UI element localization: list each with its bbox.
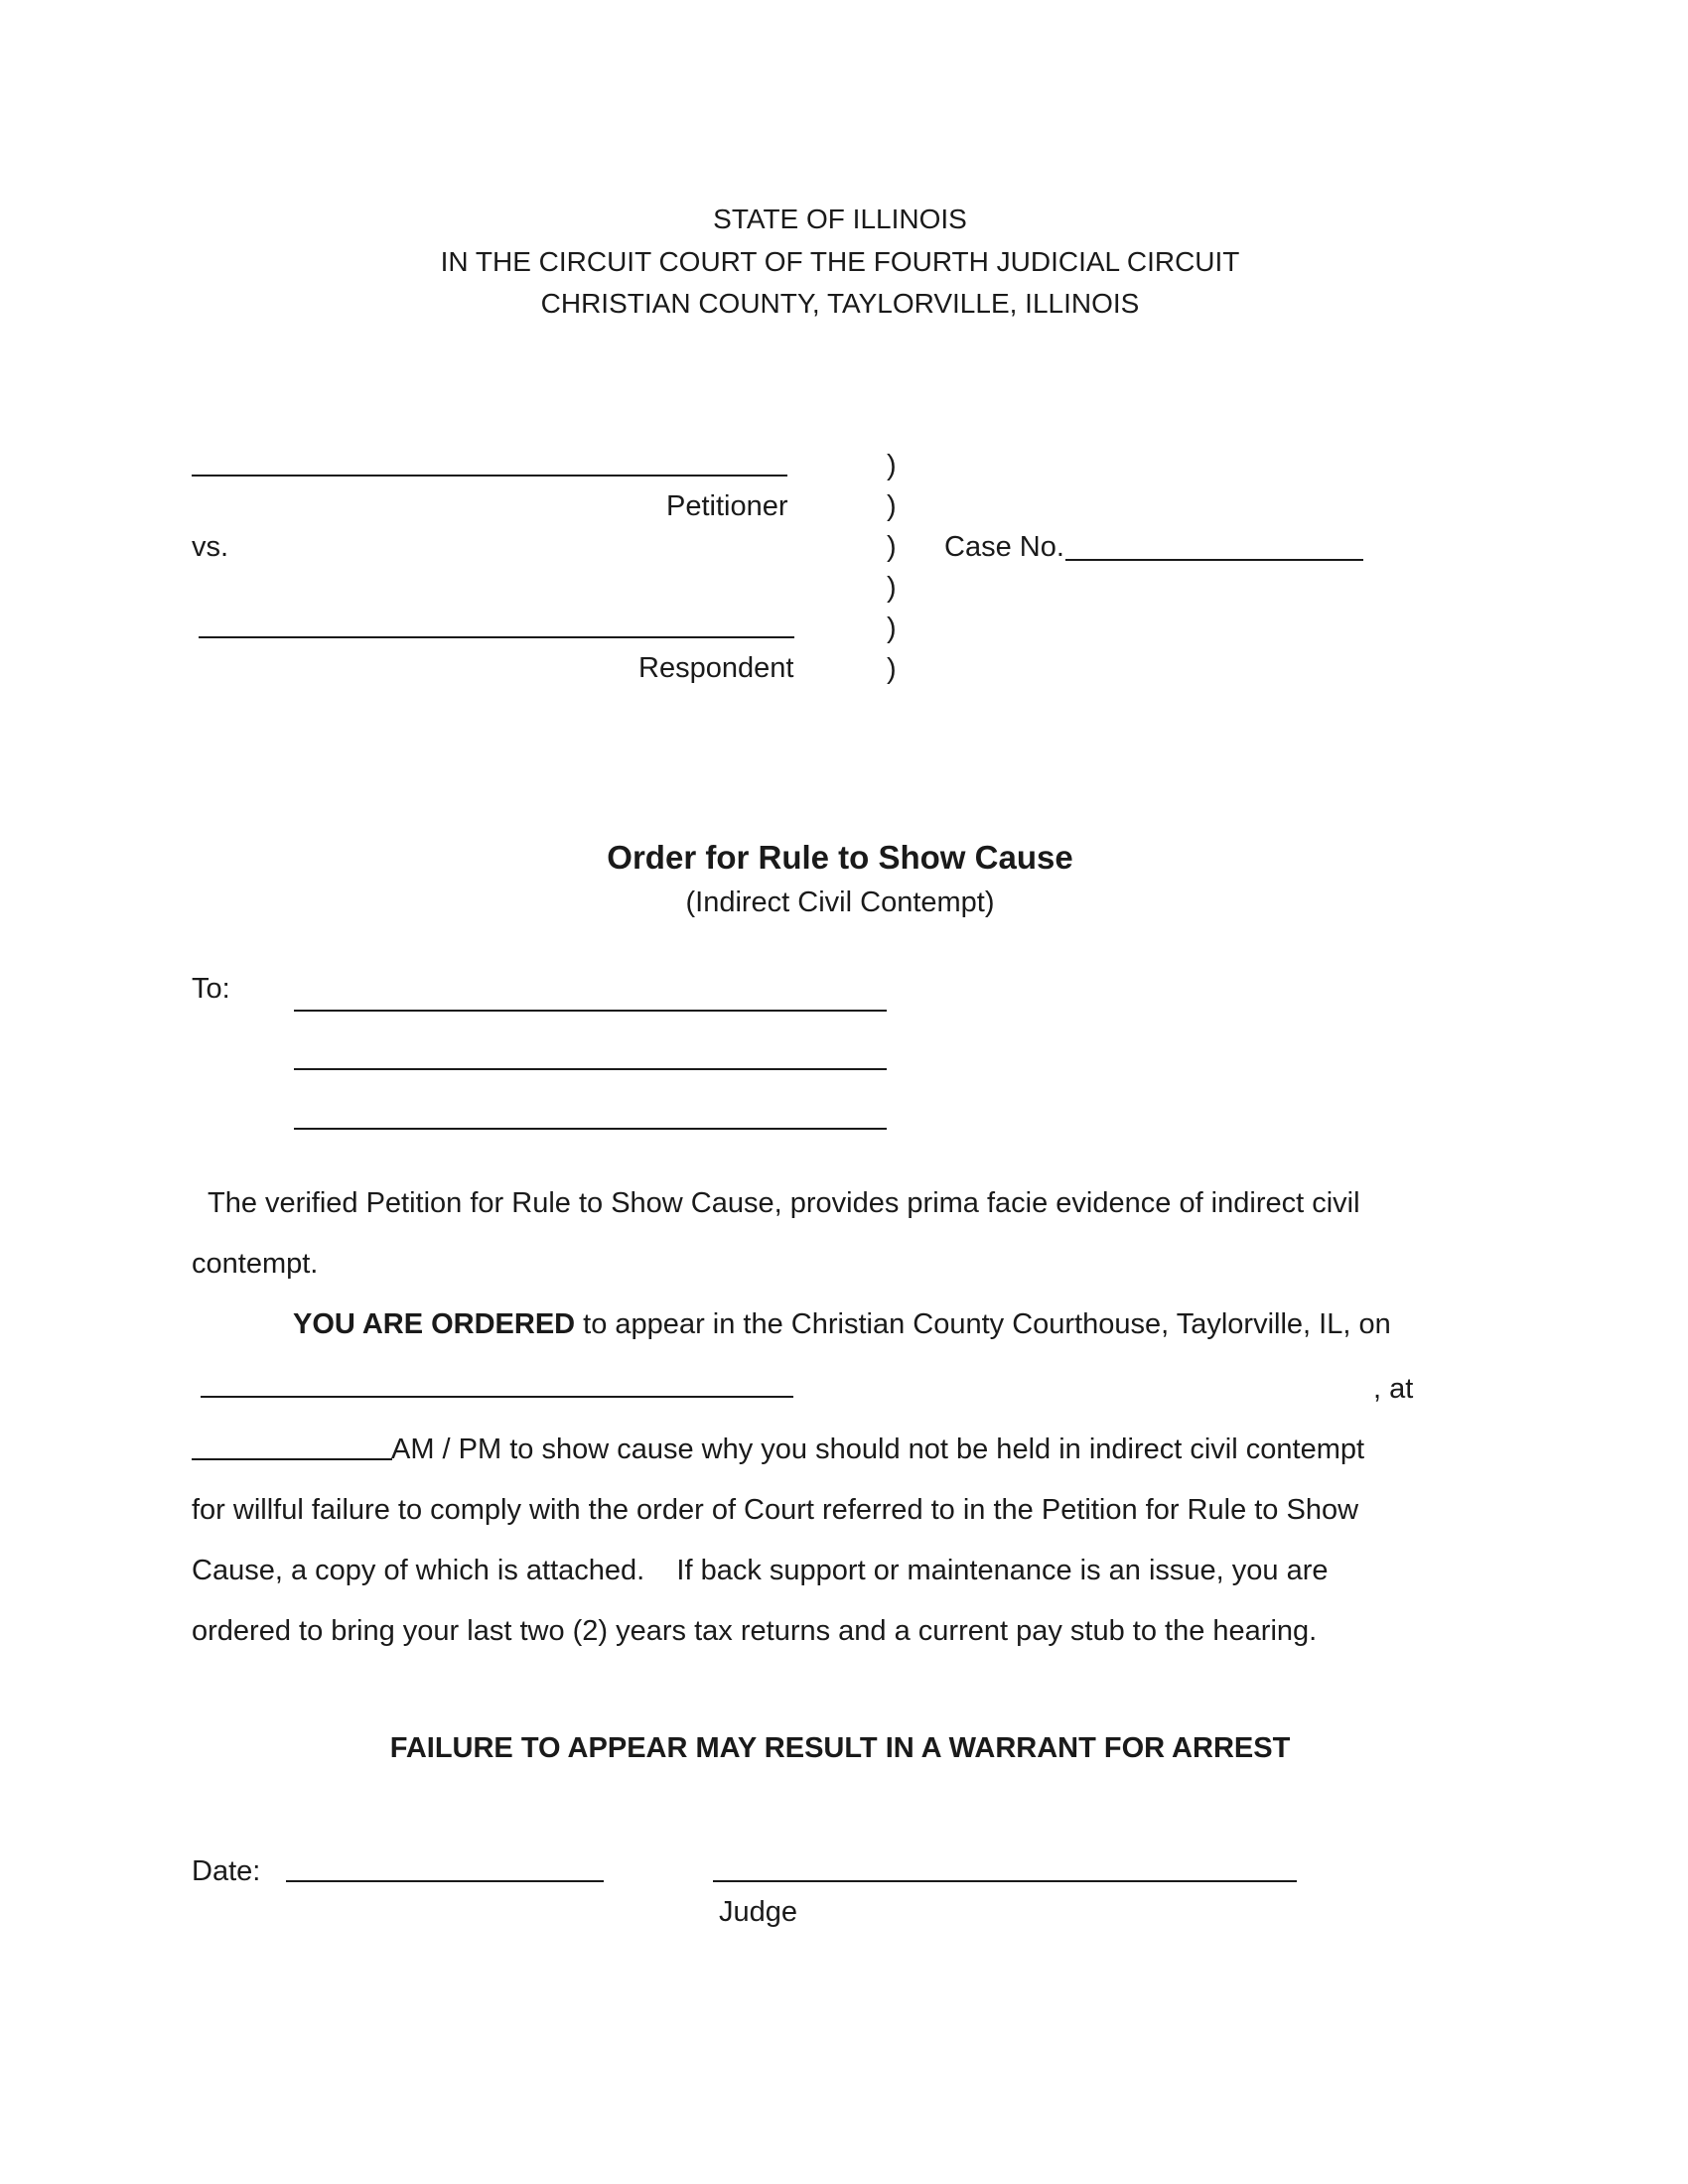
to-address-line-1[interactable]: [294, 1010, 887, 1012]
petitioner-label: Petitioner: [666, 490, 788, 522]
respondent-label: Respondent: [638, 652, 794, 684]
to-address-line-3[interactable]: [294, 1128, 887, 1130]
date-label: Date:: [192, 1855, 261, 1887]
to-label: To:: [192, 973, 230, 1005]
body-cause-line: Cause, a copy of which is attached. If back support or maintenance is an issue, you are: [192, 1555, 1329, 1586]
case-no-field[interactable]: [1065, 559, 1363, 561]
date-field[interactable]: [286, 1880, 604, 1882]
respondent-name-line[interactable]: [199, 636, 794, 638]
header-state: STATE OF ILLINOIS: [713, 204, 967, 234]
caption-paren: ): [887, 531, 897, 563]
judge-signature-line[interactable]: [713, 1880, 1297, 1882]
body-para1-line1: The verified Petition for Rule to Show Cause, provides prima facie evidence of indirect civil: [208, 1187, 1360, 1219]
header-court: IN THE CIRCUIT COURT OF THE FOURTH JUDICIAL CIRCUIT: [440, 246, 1240, 277]
document-subtitle: (Indirect Civil Contempt): [685, 887, 995, 918]
case-no-label: Case No.: [944, 531, 1064, 563]
document-title: Order for Rule to Show Cause: [607, 839, 1073, 876]
body-willful-line: for willful failure to comply with the order of Court referred to in the Petition for Rule to Show: [192, 1494, 1359, 1526]
to-address-line-2[interactable]: [294, 1068, 887, 1070]
caption-paren: ): [887, 653, 897, 685]
body-para1-line2: contempt.: [192, 1248, 319, 1280]
time-text: AM / PM to show cause why you should not be held in indirect civil contempt: [391, 1433, 1365, 1465]
ordered-rest-text: to appear in the Christian County Courthouse, Taylorville, IL, on: [575, 1308, 1391, 1340]
caption-paren: ): [887, 613, 897, 644]
ordered-bold-text: YOU ARE ORDERED: [293, 1308, 576, 1340]
appearance-time-field[interactable]: [192, 1458, 392, 1460]
judge-label: Judge: [719, 1896, 798, 1928]
caption-paren: ): [887, 450, 897, 481]
petitioner-name-line[interactable]: [192, 475, 787, 477]
header-county: CHRISTIAN COUNTY, TAYLORVILLE, ILLINOIS: [540, 288, 1140, 319]
body-ordered-bring-line: ordered to bring your last two (2) years tax returns and a current pay stub to the hearing.: [192, 1615, 1318, 1647]
caption-paren: ): [887, 490, 897, 522]
arrest-warning: FAILURE TO APPEAR MAY RESULT IN A WARRANT FOR ARREST: [389, 1732, 1291, 1764]
at-text: , at: [1373, 1373, 1414, 1405]
vs-label: vs.: [192, 531, 229, 563]
caption-paren: ): [887, 572, 897, 604]
body-ordered-line: [293, 1308, 1391, 1341]
appearance-date-field[interactable]: [201, 1396, 793, 1398]
